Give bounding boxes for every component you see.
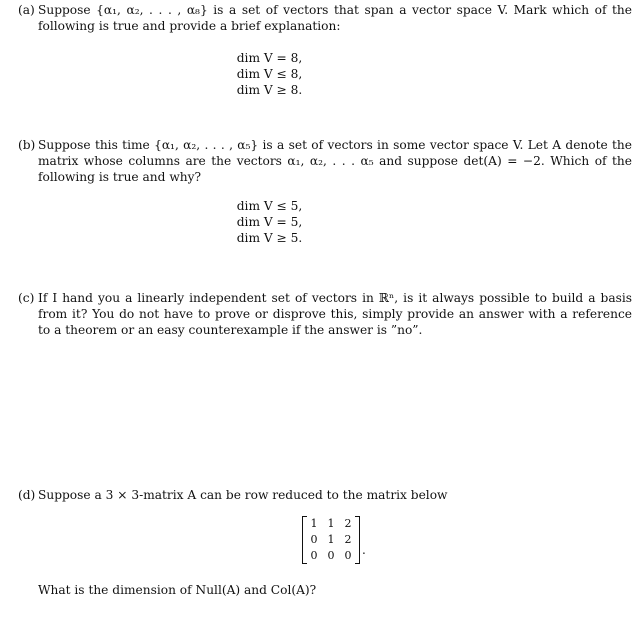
option-b-1: dim V ≤ 5,: [236, 199, 303, 213]
row-reduced-matrix: [302, 516, 374, 566]
matrix-cell: 1: [327, 533, 335, 546]
matrix-brackets: [302, 516, 360, 564]
problem-c-text: If I hand you a linearly independent set of vectors in ℝⁿ, is it always possible to build a basis from it? You do not have to prove or disprove this, simply provide an answer with a reference to a theorem or an easy counterexample if the answer is ”no”.: [38, 291, 632, 337]
problem-d-label: (d): [18, 488, 36, 502]
problem-b-label: (b): [18, 138, 36, 152]
problem-d: [18, 487, 632, 503]
matrix-cell: 0: [310, 549, 318, 562]
matrix-row-2: [303, 532, 359, 548]
matrix-row-3: [303, 548, 359, 564]
option-a-3: dim V ≥ 8.: [236, 83, 303, 97]
option-b-2: dim V = 5,: [236, 215, 303, 229]
matrix-row-1: [303, 516, 359, 532]
problem-a-label: (a): [18, 3, 35, 17]
problem-d-text: Suppose a 3 × 3-matrix A can be row reduced to the matrix below: [38, 488, 448, 502]
matrix-cell: 2: [344, 533, 352, 546]
matrix-cell: 1: [310, 517, 318, 530]
option-a-2: dim V ≤ 8,: [236, 67, 303, 81]
problem-c: [18, 290, 632, 338]
problem-d-question-wrap: [18, 582, 632, 598]
matrix-period: .: [362, 543, 366, 557]
problem-a-options: [229, 34, 319, 98]
problem-a-text: Suppose {α₁, α₂, . . . , α₈} is a set of vectors that span a vector space V. Mark which of the following is true and provide a brief explanation:: [38, 3, 632, 33]
matrix-cell: 2: [344, 517, 352, 530]
problem-c-label: (c): [18, 291, 35, 305]
matrix-cell: 0: [327, 549, 335, 562]
problem-b-text: Suppose this time {α₁, α₂, . . . , α₅} is a set of vectors in some vector space V. Let A denote the matrix whose columns are the vectors α₁, α₂, . . . α₅ and suppose det(A) = −2. Which of the following is true and why?: [38, 138, 632, 184]
matrix-cell: 0: [310, 533, 318, 546]
problem-b: [18, 137, 632, 185]
problem-b-options: [229, 182, 319, 246]
matrix-cell: 0: [344, 549, 352, 562]
option-a-1: dim V = 8,: [236, 51, 303, 65]
option-b-3: dim V ≥ 5.: [236, 231, 303, 245]
matrix-cell: 1: [327, 517, 335, 530]
problem-a: [18, 2, 632, 34]
problem-d-question: What is the dimension of Null(A) and Col(A)?: [38, 583, 317, 597]
